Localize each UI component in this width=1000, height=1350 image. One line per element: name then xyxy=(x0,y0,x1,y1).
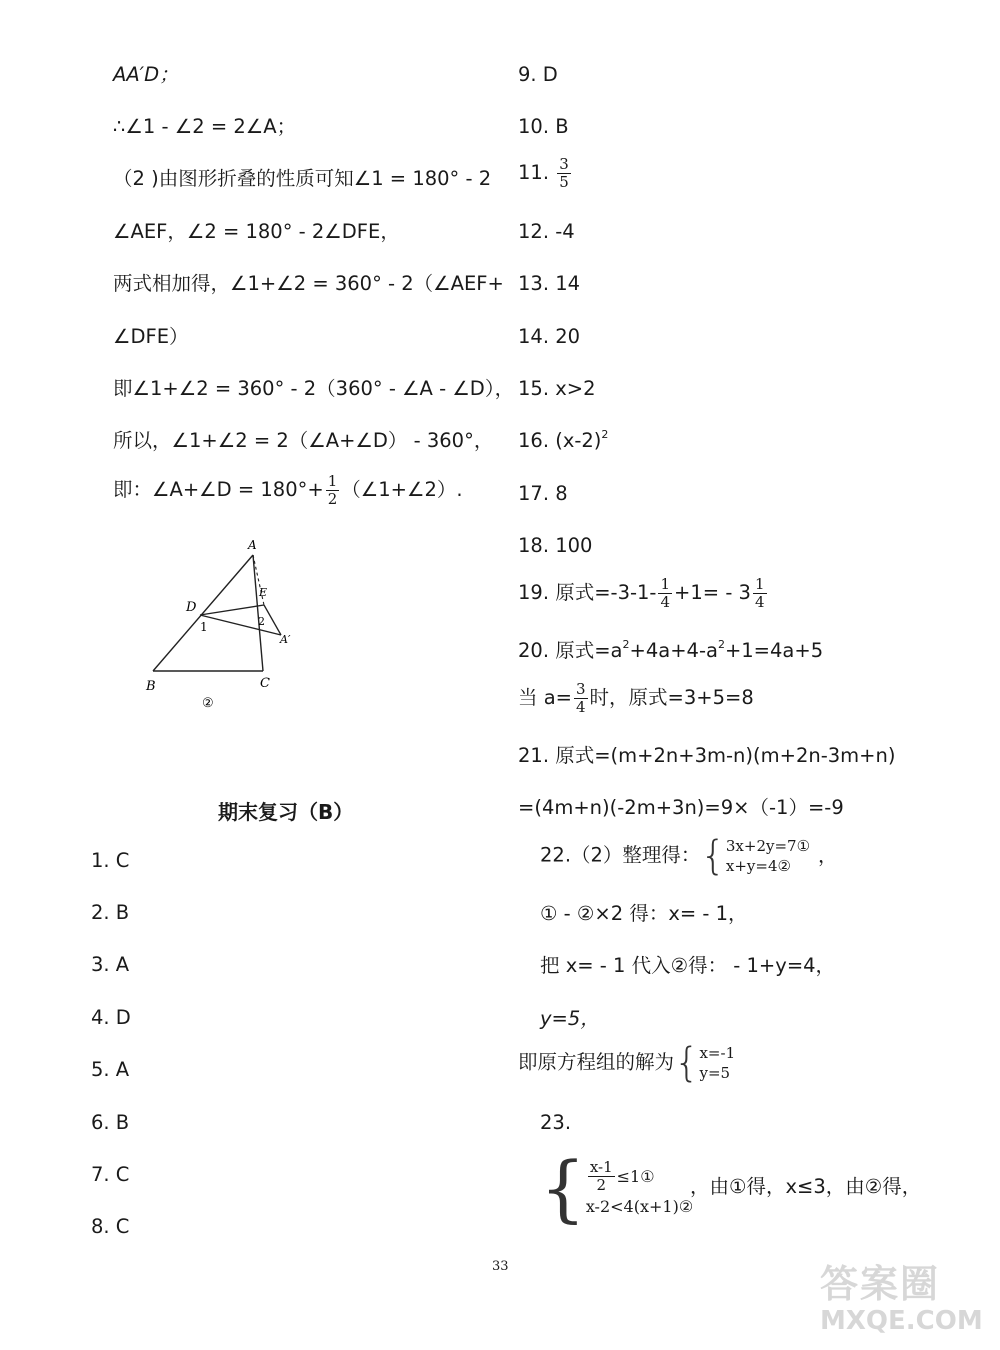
fraction-denominator: 4 xyxy=(660,593,671,611)
answer-11 xyxy=(518,157,573,190)
solution-y: y=5 xyxy=(699,1064,731,1082)
fraction-numerator: 1 xyxy=(327,472,338,490)
fraction-denominator: 5 xyxy=(559,173,569,191)
answer-17: 17. 8 xyxy=(518,482,568,505)
answer-20b-fraction xyxy=(574,682,588,715)
label-C: C xyxy=(260,676,270,691)
watermark-logo xyxy=(820,1262,995,1336)
answer-left-item: 6. B xyxy=(91,1111,130,1134)
answer-16-exponent: 2 xyxy=(601,428,609,441)
left-line-2: ∴∠1 - ∠2 = 2∠A； xyxy=(113,115,297,138)
fraction-numerator: 3 xyxy=(559,155,569,173)
answer-16 xyxy=(518,428,608,454)
page-number: 33 xyxy=(492,1259,509,1274)
answer-left-item: 3. A xyxy=(91,953,130,976)
answer-11-fraction xyxy=(557,157,571,190)
answer-19-pre: 19. 原式=-3-1- xyxy=(518,581,657,604)
watermark-bottom: MXQE.COM xyxy=(820,1306,983,1336)
answer-20-part-a: 20. 原式=a xyxy=(518,639,623,662)
fraction-numerator: x-1 xyxy=(589,1158,613,1176)
answer-11-label: 11. xyxy=(518,161,550,184)
inequality-1-rhs: ≤1① xyxy=(616,1167,655,1186)
label-angle-2: 2 xyxy=(258,615,265,628)
left-line-5: 两式相加得，∠1+∠2 = 360° - 2（∠AEF+ xyxy=(113,272,504,295)
fraction-numerator: 1 xyxy=(754,575,765,593)
answer-22-line-1 xyxy=(540,833,838,879)
answer-22-post: ， xyxy=(818,843,838,867)
answer-21-line-1: 21. 原式=(m+2n+3m-n)(m+2n-3m+n) xyxy=(518,744,896,767)
answer-12: 12. -4 xyxy=(518,220,575,243)
answer-22-line-2: ① - ②×2 得：x= - 1， xyxy=(540,902,748,925)
answer-left-item: 5. A xyxy=(91,1058,130,1081)
fraction-denominator: 2 xyxy=(596,1176,606,1194)
answer-20b-post: 时，原式=3+5=8 xyxy=(589,686,754,709)
answer-16-text: 16. (x-2) xyxy=(518,429,602,452)
left-line-4: ∠AEF，∠2 = 180° - 2∠DFE， xyxy=(113,220,400,243)
left-line-9 xyxy=(113,474,463,507)
equation-2: x+y=4② xyxy=(725,857,791,875)
answer-22-pre: 22.（2）整理得： xyxy=(540,843,701,867)
answer-left-item: 7. C xyxy=(91,1163,130,1186)
answer-18: 18. 100 xyxy=(518,534,593,557)
figure-caption: ② xyxy=(202,696,214,711)
answer-23-post: ，由①得，x≤3，由②得， xyxy=(690,1175,922,1198)
exponent: 2 xyxy=(717,638,725,651)
left-line-9-pre: 即：∠A+∠D = 180°+ xyxy=(113,478,324,501)
label-angle-1: 1 xyxy=(200,620,208,634)
label-E: E xyxy=(259,586,268,599)
answer-22-line-4: y=5， xyxy=(540,1007,600,1030)
label-A: A xyxy=(248,538,257,552)
fraction-denominator: 4 xyxy=(576,698,586,716)
fraction-numerator: 1 xyxy=(660,575,671,593)
answer-20b-pre: 当 a= xyxy=(518,686,572,709)
answer-23-label: 23. xyxy=(540,1111,572,1134)
answer-19 xyxy=(518,577,769,610)
answer-20-part-c: +1=4a+5 xyxy=(724,639,824,662)
answer-22-line-5 xyxy=(518,1040,736,1086)
inequality-2: x-2<4(x+1)② xyxy=(585,1197,694,1216)
left-line-3: （2 )由图形折叠的性质可知∠1 = 180° - 2 xyxy=(113,167,492,190)
left-line-8: 所以，∠1+∠2 = 2（∠A+∠D） - 360°， xyxy=(113,429,494,452)
answer-20 xyxy=(518,638,823,664)
fraction-denominator: 4 xyxy=(754,593,765,611)
triangle-fold-figure xyxy=(140,535,310,715)
answer-20-part-b: +4a+4-a xyxy=(629,639,718,662)
answer-22-l5-pre: 即原方程组的解为 xyxy=(518,1050,675,1074)
answer-19-mid: +1= - 3 xyxy=(674,581,751,604)
equation-system: { 3x+2y=7① x+y=4② xyxy=(700,833,811,879)
watermark-top: 答案圈 xyxy=(820,1262,941,1306)
answer-left-item: 1. C xyxy=(91,849,130,872)
solution-system: { x=-1 y=5 xyxy=(674,1040,736,1086)
inequality-1 xyxy=(586,1160,693,1193)
label-B: B xyxy=(146,679,156,694)
left-line-1: AA′D； xyxy=(113,63,179,86)
equation-1: 3x+2y=7① xyxy=(725,837,811,855)
answer-20-substitution xyxy=(518,682,754,715)
answer-left-item: 8. C xyxy=(91,1215,130,1238)
left-line-7: 即∠1+∠2 = 360° - 2（360° - ∠A - ∠D）， xyxy=(113,377,515,400)
label-A-prime: A′ xyxy=(280,633,291,646)
section-title: 期末复习（B） xyxy=(218,800,354,824)
inequality-system: { $\frac{x-1}{2}$ ≤1① x-2<4(x+1)② xyxy=(540,1146,694,1230)
answer-9: 9. D xyxy=(518,63,558,86)
answer-left-item: 4. D xyxy=(91,1006,131,1029)
answer-21-line-2: =(4m+n)(-2m+3n)=9×（-1）=-9 xyxy=(518,796,844,819)
left-line-6: ∠DFE） xyxy=(113,325,189,348)
label-D: D xyxy=(186,600,197,615)
solution-x: x=-1 xyxy=(699,1044,736,1062)
answer-22-line-3: 把 x= - 1 代入②得： - 1+y=4， xyxy=(540,954,836,977)
fraction-numerator: 3 xyxy=(576,680,586,698)
exponent: 2 xyxy=(622,638,630,651)
answer-13: 13. 14 xyxy=(518,272,581,295)
answer-14: 14. 20 xyxy=(518,325,581,348)
answer-15: 15. x>2 xyxy=(518,377,596,400)
left-line-9-post: （∠1+∠2）. xyxy=(341,478,463,501)
answer-19-fraction xyxy=(658,577,672,610)
half-fraction xyxy=(326,474,340,507)
answer-10: 10. B xyxy=(518,115,569,138)
fraction-denominator: 2 xyxy=(327,490,338,508)
answer-19-mixed-fraction xyxy=(753,577,767,610)
answer-left-item: 2. B xyxy=(91,901,130,924)
